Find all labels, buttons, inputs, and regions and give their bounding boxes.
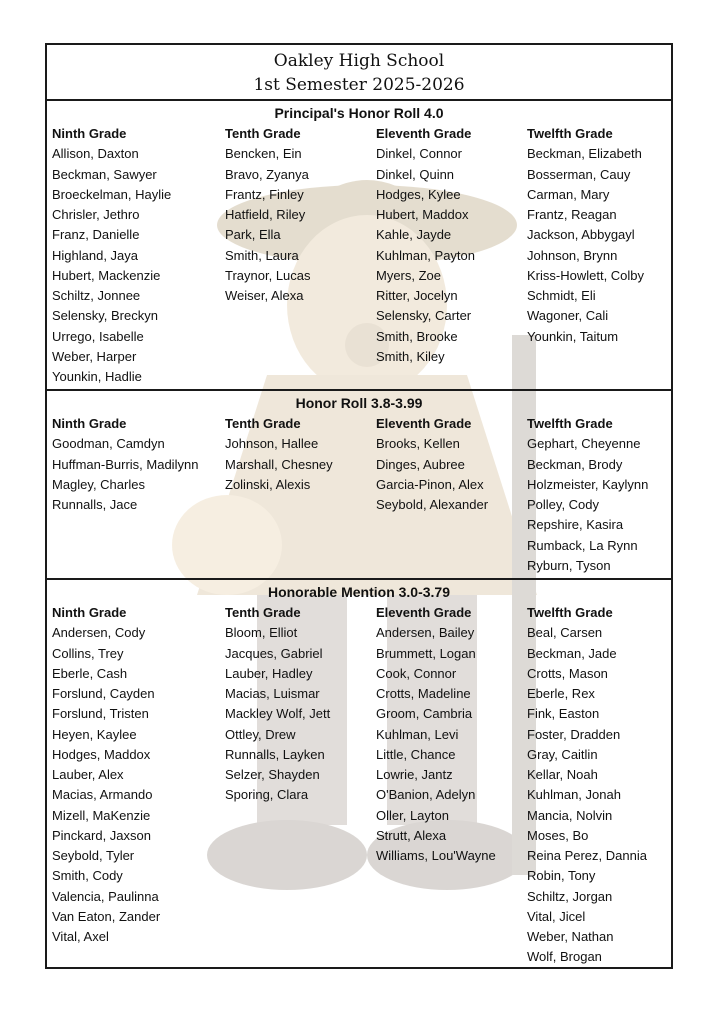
student-name: Hodges, Kylee: [376, 186, 461, 202]
honor-roll-section: [47, 391, 671, 580]
grade-heading: Eleventh Grade: [376, 416, 472, 431]
student-name: Smith, Cody: [52, 868, 123, 884]
student-name: Allison, Daxton: [52, 146, 139, 162]
ninth-grade-column: [52, 414, 198, 515]
student-name: Runnalls, Layken: [225, 746, 325, 762]
student-name: Smith, Kiley: [376, 348, 445, 364]
student-name: Moses, Bo: [527, 827, 589, 843]
student-name: Bencken, Ein: [225, 146, 302, 162]
student-name: Bloom, Elliot: [225, 625, 298, 641]
eleventh-grade-column: [376, 124, 475, 367]
student-name: Beckman, Brody: [527, 456, 623, 472]
student-name: Vital, Jicel: [527, 908, 586, 924]
student-name: Sporing, Clara: [225, 787, 309, 803]
student-name: Highland, Jaya: [52, 247, 138, 263]
student-name: Frantz, Finley: [225, 186, 304, 202]
student-name: Broeckelman, Haylie: [52, 186, 172, 202]
student-name: Williams, Lou'Wayne: [376, 848, 496, 863]
student-name: Beal, Carsen: [527, 625, 603, 641]
student-name: Park, Ella: [225, 227, 281, 243]
student-name: Urrego, Isabelle: [52, 328, 144, 344]
student-name: Smith, Brooke: [376, 328, 458, 344]
student-name: Andersen, Cody: [52, 625, 146, 641]
grade-heading: Ninth Grade: [52, 416, 127, 431]
student-name: Holzmeister, Kaylynn: [527, 476, 649, 492]
honorable-mention-section: [47, 580, 671, 967]
student-name: Bravo, Zyanya: [225, 166, 309, 182]
student-name: Vital, Axel: [52, 929, 109, 944]
twelfth-grade-column: [527, 414, 648, 576]
grade-heading: Ninth Grade: [52, 605, 127, 620]
section-title: Principal's Honor Roll 4.0: [274, 105, 444, 121]
student-name: Oller, Layton: [376, 807, 449, 823]
grade-heading: Tenth Grade: [225, 605, 301, 620]
student-name: Ritter, Jocelyn: [376, 288, 458, 303]
student-name: Huffman-Burris, Madilynn: [52, 456, 199, 472]
tenth-grade-column: [225, 603, 330, 806]
student-name: Goodman, Camdyn: [52, 436, 165, 452]
student-name: Macias, Armando: [52, 787, 153, 803]
section-title: Honorable Mention 3.0-3.79: [267, 584, 451, 600]
student-name: Selensky, Carter: [376, 308, 472, 324]
grade-heading: Tenth Grade: [225, 416, 301, 431]
student-name: Runnalls, Jace: [52, 497, 138, 512]
student-name: Kahle, Jayde: [376, 227, 452, 243]
student-name: Wagoner, Cali: [527, 308, 609, 324]
student-name: Dinkel, Connor: [376, 146, 462, 162]
student-name: Dinkel, Quinn: [376, 166, 455, 182]
student-name: Forslund, Cayden: [52, 686, 155, 701]
student-name: Selensky, Breckyn: [52, 308, 158, 324]
student-name: Franz, Danielle: [52, 227, 140, 243]
student-name: Hatfield, Riley: [225, 207, 306, 222]
student-name: Seybold, Tyler: [52, 848, 135, 863]
student-name: Pinckard, Jaxson: [52, 827, 151, 843]
student-name: Kuhlman, Jonah: [527, 787, 621, 803]
student-name: Jacques, Gabriel: [225, 645, 323, 661]
student-name: Brummett, Logan: [376, 645, 476, 661]
tenth-grade-column: [225, 414, 333, 495]
student-name: Weiser, Alexa: [225, 288, 304, 303]
student-name: Collins, Trey: [52, 645, 124, 661]
student-name: Younkin, Taitum: [527, 328, 619, 344]
student-name: Gephart, Cheyenne: [527, 436, 641, 452]
student-name: Mackley Wolf, Jett: [225, 706, 331, 722]
student-name: Kriss-Howlett, Colby: [527, 267, 645, 283]
student-name: Strutt, Alexa: [376, 827, 447, 843]
student-name: Myers, Zoe: [376, 267, 442, 283]
student-name: Schmidt, Eli: [527, 288, 596, 303]
student-name: Van Eaton, Zander: [52, 908, 161, 924]
eleventh-grade-column: [376, 414, 488, 515]
student-name: Beckman, Jade: [527, 645, 617, 661]
student-name: Smith, Laura: [225, 247, 299, 263]
tenth-grade-column: [225, 124, 311, 306]
student-name: Valencia, Paulinna: [52, 888, 159, 904]
student-name: Traynor, Lucas: [225, 267, 311, 283]
student-name: Johnson, Brynn: [527, 247, 618, 263]
student-name: Crotts, Mason: [527, 665, 608, 681]
student-name: Andersen, Bailey: [376, 625, 475, 641]
student-name: Heyen, Kaylee: [52, 726, 137, 742]
student-name: Frantz, Reagan: [527, 207, 617, 222]
student-name: Dinges, Aubree: [376, 456, 465, 472]
student-name: Chrisler, Jethro: [52, 207, 140, 222]
student-name: Beckman, Sawyer: [52, 166, 157, 182]
student-name: Schiltz, Jorgan: [527, 888, 613, 904]
student-name: Crotts, Madeline: [376, 686, 471, 701]
twelfth-grade-column: [527, 124, 644, 347]
grade-heading: Eleventh Grade: [376, 126, 472, 141]
grade-heading: Twelfth Grade: [527, 416, 613, 431]
student-name: Kellar, Noah: [527, 767, 598, 782]
ninth-grade-column: [52, 603, 160, 947]
student-name: Cook, Connor: [376, 665, 457, 681]
student-name: Garcia-Pinon, Alex: [376, 476, 484, 492]
student-name: Zolinski, Alexis: [225, 476, 311, 492]
grade-heading: Eleventh Grade: [376, 605, 472, 620]
student-name: Foster, Dradden: [527, 726, 621, 742]
grade-heading: Twelfth Grade: [527, 605, 613, 620]
grade-heading: Tenth Grade: [225, 126, 301, 141]
student-name: Weber, Harper: [52, 348, 137, 364]
school-name: Oakley High School: [273, 51, 445, 71]
student-name: Selzer, Shayden: [225, 767, 320, 782]
student-name: Lauber, Hadley: [225, 665, 313, 681]
student-name: Brooks, Kellen: [376, 436, 460, 452]
grade-heading: Ninth Grade: [52, 126, 127, 141]
student-name: Ottley, Drew: [225, 726, 296, 742]
principals-honor-roll-section: [47, 101, 671, 391]
student-name: Mizell, MaKenzie: [52, 807, 151, 823]
student-name: Carman, Mary: [527, 186, 610, 202]
student-name: Ryburn, Tyson: [527, 557, 611, 573]
student-name: Johnson, Hallee: [225, 436, 319, 452]
eleventh-grade-column: [376, 603, 496, 866]
document-header: [47, 45, 671, 101]
student-name: Marshall, Chesney: [225, 456, 333, 472]
ninth-grade-column: [52, 124, 171, 387]
student-name: Robin, Tony: [527, 868, 596, 884]
student-name: Hubert, Maddox: [376, 207, 469, 222]
student-name: Mancia, Nolvin: [527, 807, 613, 823]
student-name: Wolf, Brogan: [527, 949, 602, 965]
student-name: Fink, Easton: [527, 706, 600, 722]
semester-title: 1st Semester 2025-2026: [253, 75, 465, 95]
grade-heading: Twelfth Grade: [527, 126, 613, 141]
student-name: Gray, Caitlin: [527, 746, 598, 762]
student-name: Rumback, La Rynn: [527, 537, 638, 553]
student-name: Eberle, Rex: [527, 686, 595, 701]
student-name: Younkin, Hadlie: [52, 369, 142, 384]
student-name: Kuhlman, Levi: [376, 726, 459, 742]
student-name: Magley, Charles: [52, 476, 145, 492]
student-name: Repshire, Kasira: [527, 517, 624, 533]
honor-roll-document: [45, 43, 673, 969]
student-name: Little, Chance: [376, 746, 456, 762]
student-name: Kuhlman, Payton: [376, 247, 476, 263]
student-name: Seybold, Alexander: [376, 497, 489, 512]
student-name: Weber, Nathan: [527, 929, 614, 944]
student-name: Hodges, Maddox: [52, 746, 151, 762]
student-name: Jackson, Abbygayl: [527, 227, 635, 243]
student-name: Groom, Cambria: [376, 706, 473, 722]
student-name: Bosserman, Cauy: [527, 166, 631, 182]
student-name: Reina Perez, Dannia: [527, 848, 647, 863]
student-name: Polley, Cody: [527, 497, 600, 512]
student-name: Schiltz, Jonnee: [52, 288, 141, 303]
student-name: Lowrie, Jantz: [376, 767, 453, 782]
student-name: O'Banion, Adelyn: [376, 787, 476, 803]
student-name: Macias, Luismar: [225, 686, 320, 701]
student-name: Hubert, Mackenzie: [52, 267, 161, 283]
section-title: Honor Roll 3.8-3.99: [295, 395, 423, 411]
student-name: Eberle, Cash: [52, 665, 128, 681]
student-name: Forslund, Tristen: [52, 706, 149, 722]
twelfth-grade-column: [527, 603, 647, 968]
student-name: Beckman, Elizabeth: [527, 146, 642, 162]
student-name: Lauber, Alex: [52, 767, 124, 782]
